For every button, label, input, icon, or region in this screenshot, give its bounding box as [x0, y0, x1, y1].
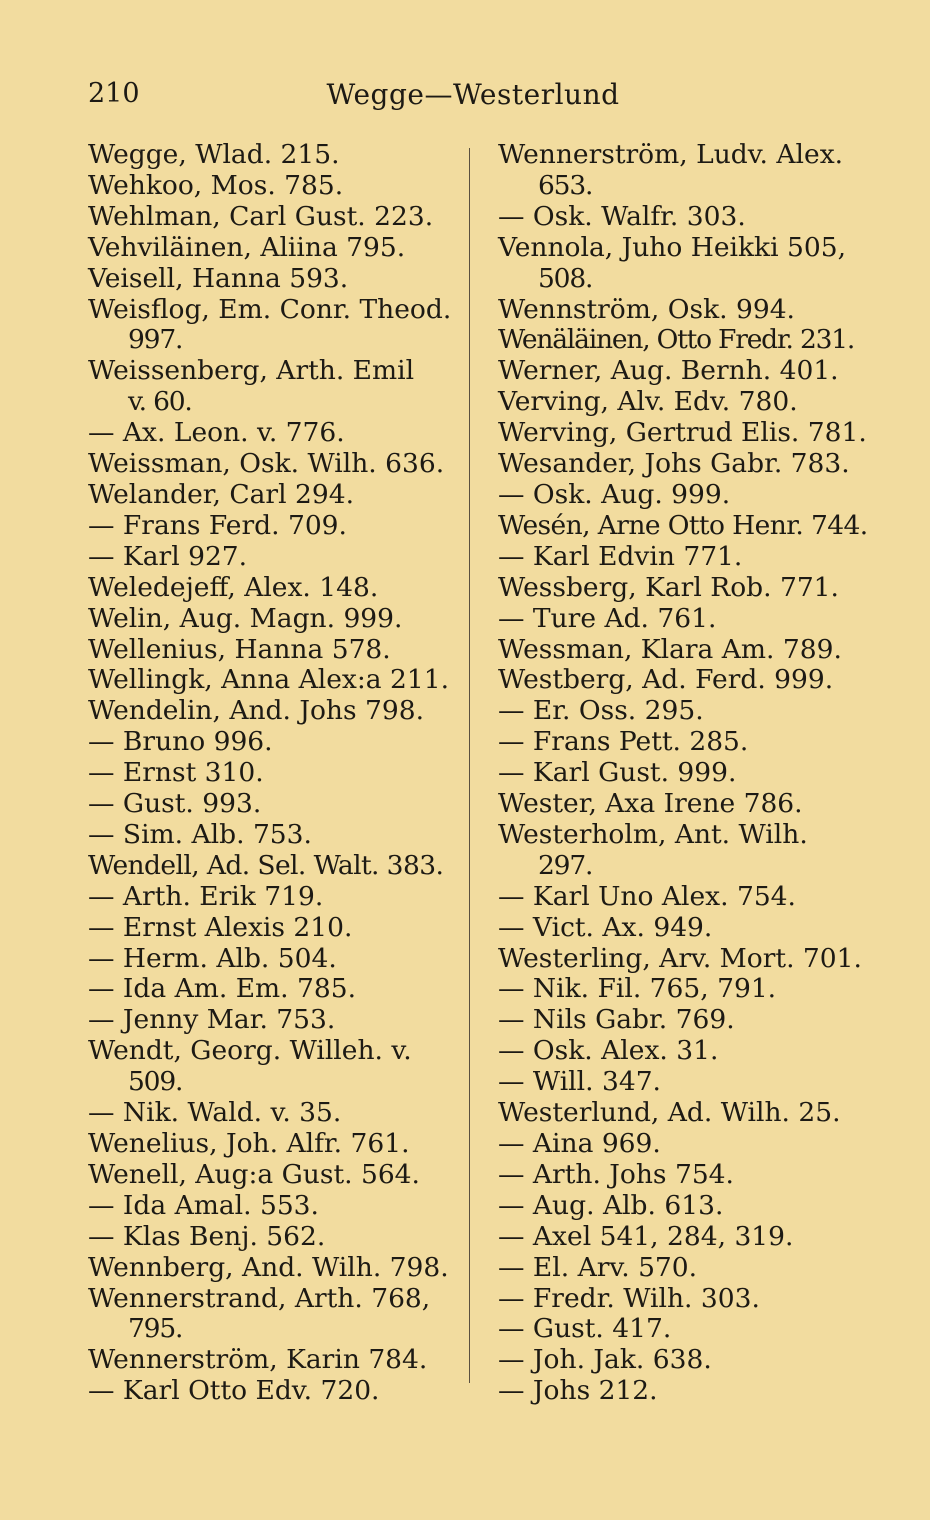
- index-entry-continuation: 795.: [128, 1313, 183, 1345]
- index-entry: Wennberg, And. Wilh. 798.: [88, 1251, 449, 1283]
- index-entry-continuation: 508.: [538, 262, 593, 294]
- index-entry: Werner, Aug. Bernh. 401.: [498, 355, 839, 387]
- index-entry: — Nik. Fil. 765, 791.: [498, 973, 777, 1005]
- index-entry-continuation: 997.: [128, 324, 183, 356]
- index-entry: — Frans Pett. 285.: [498, 726, 749, 758]
- index-entry: Westerling, Arv. Mort. 701.: [498, 942, 862, 974]
- index-entry: — Karl Otto Edv. 720.: [88, 1375, 380, 1407]
- index-entry: Wessman, Klara Am. 789.: [498, 633, 842, 665]
- index-entry: — Karl Edvin 771.: [498, 540, 743, 572]
- index-entry: — Axel 541, 284, 319.: [498, 1220, 794, 1252]
- index-entry-continuation: 509.: [128, 1066, 183, 1098]
- index-entry: Vehviläinen, Aliina 795.: [88, 231, 406, 263]
- index-entry: — Karl 927.: [88, 540, 248, 572]
- index-entry: Westerlund, Ad. Wilh. 25.: [498, 1097, 841, 1129]
- index-entry: Wellingk, Anna Alex:a 211.: [88, 664, 450, 696]
- index-entry: Wesander, Johs Gabr. 783.: [498, 448, 850, 480]
- index-entry: Welin, Aug. Magn. 999.: [88, 602, 403, 634]
- index-entry: — Arth. Johs 754.: [498, 1158, 734, 1190]
- index-entry: Wegge, Wlad. 215.: [88, 139, 340, 170]
- index-entry: Verving, Alv. Edv. 780.: [498, 386, 798, 418]
- index-entry: — Ernst Alexis 210.: [88, 911, 353, 943]
- index-entry: Westberg, Ad. Ferd. 999.: [498, 664, 834, 696]
- right-column: [498, 140, 868, 1407]
- index-entry: — Osk. Alex. 31.: [498, 1035, 719, 1067]
- index-entry: — Aina 969.: [498, 1128, 661, 1159]
- left-column: [88, 140, 458, 1407]
- index-entry: — Karl Uno Alex. 754.: [498, 880, 796, 912]
- index-entry: Westerholm, Ant. Wilh.: [498, 818, 808, 850]
- index-entry: Wellenius, Hanna 578.: [88, 633, 391, 665]
- page-number: 210: [88, 78, 140, 109]
- column-divider: [469, 148, 470, 1383]
- index-entry: — Ida Am. Em. 785.: [88, 973, 357, 1005]
- index-entry: — Bruno 996.: [88, 726, 273, 758]
- index-entry-continuation: v. 60.: [128, 386, 192, 418]
- running-head: Wegge—Westerlund: [326, 78, 620, 111]
- index-entry: Wessberg, Karl Rob. 771.: [498, 571, 839, 603]
- index-entry: Weisflog, Em. Conr. Theod.: [88, 293, 452, 325]
- index-entry-continuation: 653.: [538, 169, 593, 201]
- index-entry: Werving, Gertrud Elis. 781.: [498, 417, 867, 449]
- index-entry: Wendelin, And. Johs 798.: [88, 695, 425, 727]
- index-entry: — Herm. Alb. 504.: [88, 942, 337, 974]
- index-entry: Wenelius, Joh. Alfr. 761.: [88, 1128, 410, 1159]
- index-entry: — Vict. Ax. 949.: [498, 911, 713, 943]
- index-entry: — Frans Ferd. 709.: [88, 509, 347, 541]
- index-entry: Wester, Axa Irene 786.: [498, 788, 803, 820]
- page-header: [88, 78, 858, 118]
- index-entry-continuation: 297.: [538, 849, 593, 881]
- index-entry: Wennerström, Ludv. Alex.: [498, 139, 844, 170]
- index-entry: — Ture Ad. 761.: [498, 602, 717, 634]
- index-entry: — Ida Amal. 553.: [88, 1189, 319, 1221]
- index-entry: — Gust. 417.: [498, 1313, 672, 1345]
- index-entry: — Klas Benj. 562.: [88, 1220, 326, 1252]
- index-entry: Wesén, Arne Otto Henr. 744.: [498, 509, 868, 541]
- index-entry: — Arth. Erik 719.: [88, 880, 324, 912]
- index-entry: — Osk. Aug. 999.: [498, 478, 731, 510]
- index-entry: — Sim. Alb. 753.: [88, 818, 312, 850]
- index-entry: Weissman, Osk. Wilh. 636.: [88, 448, 445, 480]
- index-entry: Wennerström, Karin 784.: [88, 1344, 428, 1376]
- index-entry: Wennström, Osk. 994.: [498, 293, 795, 325]
- index-entry: — Er. Oss. 295.: [498, 695, 704, 727]
- index-entry: Wendt, Georg. Willeh. v.: [88, 1035, 412, 1067]
- index-entry: Veisell, Hanna 593.: [88, 262, 349, 294]
- index-entry: — Jenny Mar. 753.: [88, 1004, 336, 1036]
- index-entry: — Osk. Walfr. 303.: [498, 200, 746, 232]
- index-entry: Wehlman, Carl Gust. 223.: [88, 200, 434, 232]
- index-entry: Welander, Carl 294.: [88, 478, 354, 510]
- index-entry: — Ax. Leon. v. 776.: [88, 417, 345, 449]
- index-entry: — Nik. Wald. v. 35.: [88, 1097, 342, 1129]
- index-entry: — Aug. Alb. 613.: [498, 1189, 724, 1221]
- index-entry: — Gust. 993.: [88, 788, 262, 820]
- index-entry: — El. Arv. 570.: [498, 1251, 698, 1283]
- index-entry: Wennerstrand, Arth. 768,: [88, 1282, 431, 1314]
- index-entry: — Ernst 310.: [88, 757, 264, 789]
- index-entry: — Nils Gabr. 769.: [498, 1004, 735, 1036]
- index-entry: — Johs 212.: [498, 1375, 658, 1407]
- index-entry: Wendell, Ad. Sel. Walt. 383.: [88, 849, 444, 881]
- index-entry: — Karl Gust. 999.: [498, 757, 737, 789]
- index-entry: Wenell, Aug:a Gust. 564.: [88, 1158, 420, 1190]
- index-entry: Weissenberg, Arth. Emil: [88, 355, 415, 387]
- index-entry: Weledejeff, Alex. 148.: [88, 571, 379, 603]
- index-entry: — Joh. Jak. 638.: [498, 1344, 712, 1376]
- index-entry: Vennola, Juho Heikki 505,: [498, 231, 847, 263]
- index-entry: Wehkoo, Mos. 785.: [88, 169, 344, 201]
- index-entry: — Fredr. Wilh. 303.: [498, 1282, 760, 1314]
- index-entry: Wenäläinen, Otto Fredr. 231.: [498, 324, 855, 356]
- index-entry: — Will. 347.: [498, 1066, 661, 1098]
